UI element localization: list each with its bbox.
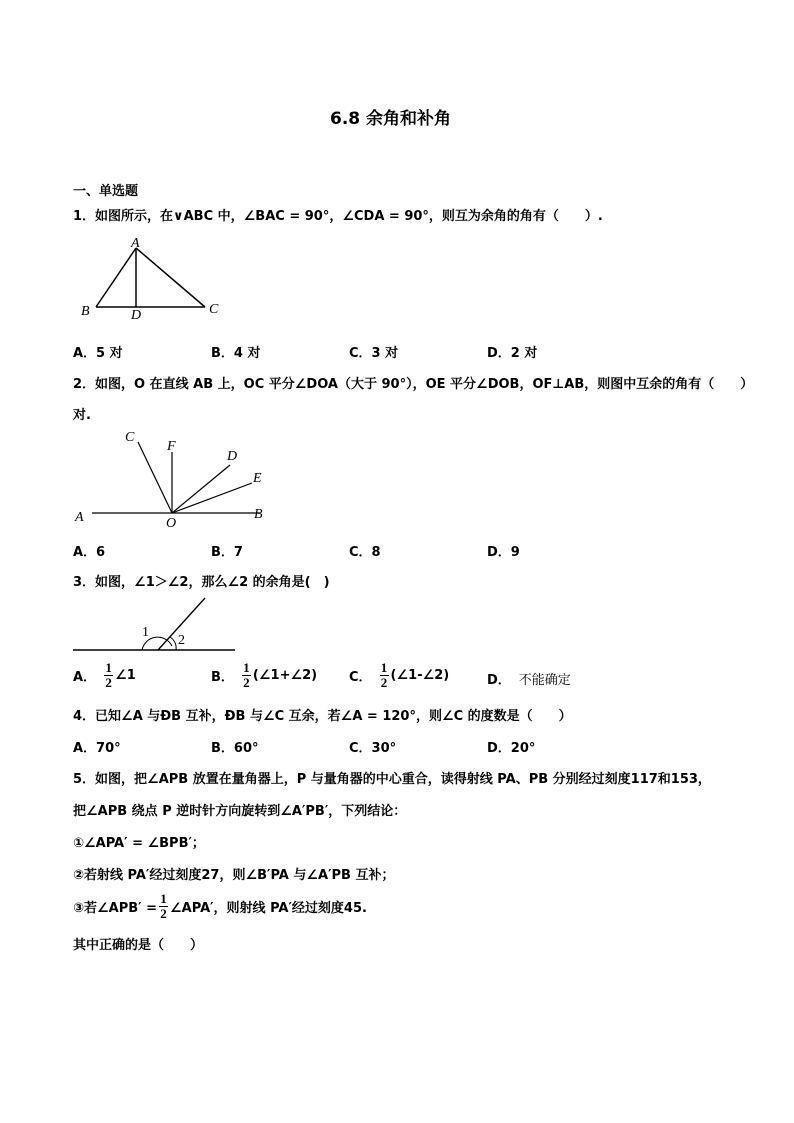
q2-option-a[interactable]: A．6 — [73, 545, 106, 560]
q5-item3-pre: ③若∠APB′ = — [73, 901, 158, 916]
q3-option-b-letter: B． — [211, 670, 234, 685]
q3-option-b-den: 2 — [243, 675, 250, 690]
q4-option-b[interactable]: B．60° — [211, 741, 259, 756]
q5-item3-den: 2 — [160, 906, 167, 921]
q3-option-c-text: (∠1-∠2) — [390, 668, 450, 683]
q3-option-c-num: 1 — [380, 660, 388, 675]
q1-stem: 1．如图所示，在∨ABC 中，∠BAC = 90°，∠CDA = 90°，则互为余角的角有（ ）. — [73, 209, 603, 224]
q2-stem-line2: 对. — [73, 408, 91, 423]
q5-line2: 把∠APB 绕点 P 逆时针方向旋转到∠A′PB′，下列结论： — [73, 804, 407, 819]
q2-label-f: F — [167, 439, 176, 454]
q2-option-c[interactable]: C．8 — [349, 545, 381, 560]
q5-ask: 其中正确的是（ ） — [73, 938, 204, 953]
q4-option-c[interactable]: C．30° — [349, 741, 397, 756]
q2-label-b: B — [254, 507, 263, 522]
q3-option-c[interactable] — [349, 661, 449, 690]
q3-option-c-fraction — [380, 661, 389, 690]
q2-label-c: C — [125, 430, 135, 445]
q3-label-1: 1 — [142, 625, 149, 640]
q3-option-a-fraction — [104, 661, 113, 690]
q3-option-d-letter: D． — [487, 673, 511, 688]
q1-triangle-figure — [78, 235, 238, 325]
q3-stem: 3．如图，∠1＞∠2，那么∠2 的余角是( ) — [73, 575, 330, 590]
q2-stem-line1: 2．如图，O 在直线 AB 上，OC 平分∠DOA（大于 90°），OE 平分∠DOB，OF⊥AB，则图中互余的角有（ ） — [73, 377, 754, 392]
q1-label-d: D — [131, 308, 142, 323]
q3-angle-figure — [70, 592, 240, 657]
q4-stem: 4．已知∠A 与ÐB 互补，ÐB 与∠C 互余，若∠A = 120°，则∠C 的度数是（ ） — [73, 709, 572, 724]
q5-item3-num: 1 — [160, 891, 167, 906]
q5-item2: ②若射线 PA′经过刻度27，则∠B′PA 与∠A′PB 互补； — [73, 868, 395, 883]
q2-angle-figure — [70, 425, 280, 530]
section-heading: 一、单选题 — [73, 184, 139, 199]
page-title: 6.8 余角和补角 — [330, 109, 452, 129]
q1-option-b[interactable]: B．4 对 — [211, 346, 261, 361]
q3-option-a-den: 2 — [105, 675, 112, 690]
q5-item3-post: ∠APA′，则射线 PA′经过刻度45. — [170, 901, 367, 916]
q3-option-a-num: 1 — [105, 660, 112, 675]
q4-option-a[interactable]: A．70° — [73, 741, 121, 756]
q3-option-b-num: 1 — [243, 660, 250, 675]
q1-option-a[interactable]: A．5 对 — [73, 346, 123, 361]
q2-label-a: A — [75, 510, 84, 525]
q1-option-c[interactable]: C．3 对 — [349, 346, 399, 361]
q3-option-a-letter: A． — [73, 670, 97, 685]
q2-option-b[interactable]: B．7 — [211, 545, 243, 560]
q3-option-b-fraction — [242, 661, 251, 690]
q3-option-a-text: ∠1 — [115, 668, 136, 683]
q1-label-a: A — [131, 236, 140, 251]
q1-option-d[interactable]: D．2 对 — [487, 346, 538, 361]
q2-label-e: E — [253, 471, 262, 486]
q3-option-b[interactable] — [211, 661, 317, 690]
q3-label-2: 2 — [178, 633, 185, 648]
q4-option-d[interactable]: D．20° — [487, 741, 536, 756]
q5-item1: ①∠APA′ = ∠BPB′； — [73, 836, 205, 851]
q3-option-a[interactable] — [73, 661, 136, 690]
q2-label-d: D — [227, 449, 238, 464]
q3-option-d-text: 不能确定 — [518, 673, 571, 688]
q5-line1: 5．如图，把∠APB 放置在量角器上，P 与量角器的中心重合，读得射线 PA、PB 分别经过刻度117和153， — [73, 772, 711, 787]
q2-label-o: O — [166, 516, 177, 531]
q3-option-c-letter: C． — [349, 670, 372, 685]
q3-option-d[interactable] — [487, 669, 571, 688]
q1-label-c: C — [209, 302, 219, 317]
q5-item3 — [73, 892, 367, 921]
q3-option-c-den: 2 — [380, 675, 388, 690]
q3-option-b-text: (∠1+∠2) — [252, 668, 318, 683]
q5-item3-fraction — [159, 892, 168, 921]
q1-label-b: B — [81, 304, 90, 319]
q2-option-d[interactable]: D．9 — [487, 545, 520, 560]
